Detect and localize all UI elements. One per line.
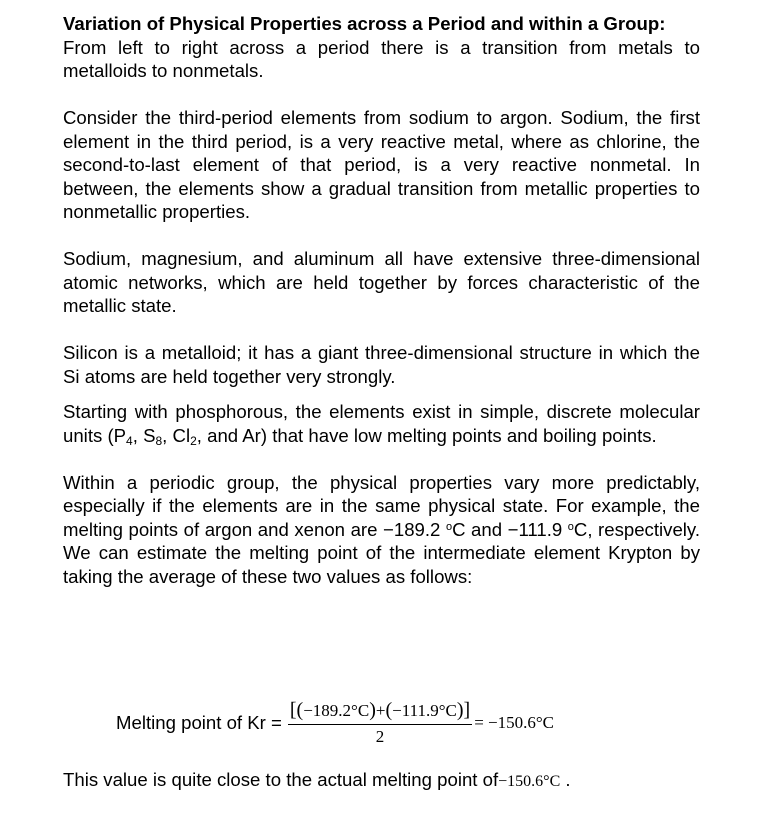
equation-plus: + [375,701,386,720]
degree-symbol: o [567,520,574,533]
text: , [132,424,144,446]
equation-denominator: 2 [375,727,385,746]
paragraph-group-properties [63,471,700,589]
text: , and Ar) that have low melting points and boiling points. [196,424,657,446]
spacer [63,318,700,342]
paragraph-molecular-units [63,400,700,447]
conclusion-value: −150.6°C [498,773,561,790]
paragraph-metallic-networks: Sodium, magnesium, and aluminum all have extensive three-dimensional atomic networks, which are held together by forces characteristic of the metallic state. [63,248,700,316]
equation-fraction [288,699,472,747]
paragraph-third-period: Consider the third-period elements from sodium to argon. Sodium, the first element in the third period, is a very reactive metal, where as chlorine, the second-to-last element of that period, is a very reactive nonmetal. In between, the elements show a gradual transition from metallic properties to nonmetallic properties. [63,107,700,222]
formula-cl2: Cl [172,424,191,446]
formula-s8: S [143,424,156,446]
equation-numerator: [(−189.2°C)+(−111.9°C)] [288,699,472,725]
melting-point-equation [116,699,554,747]
document-body [63,12,700,588]
spacer [63,388,700,400]
subscript: 4 [126,433,133,448]
equation-result: = −150.6°C [474,713,554,732]
subscript: 8 [155,433,163,448]
formula-p4: P [113,424,127,446]
text: C and −111.9 [452,518,568,540]
spacer [63,224,700,248]
equation-label: Melting point of Kr = [116,712,282,733]
section-title: Variation of Physical Properties across a Period and within a Group: [63,13,666,34]
text: Starting with phosphorous, the elements exist in simple, discrete molecular units ( [63,401,700,446]
text: Within a periodic group, the physical properties vary more predictably, especially if the elements are in the same physical state. For example, the melting points of argon and xenon are −189.2 [63,471,700,540]
equation-term-xenon: −111.9°C [392,701,457,720]
conclusion-period: . [560,769,571,790]
degree-symbol: o [445,520,453,533]
text: C, respectively. We can estimate the melting point of the intermediate element Krypton by taking the average of these two values as follows: [63,518,701,587]
conclusion-text: This value is quite close to the actual melting point of [63,769,499,790]
paragraph-silicon: Silicon is a metalloid; it has a giant three-dimensional structure in which the Si atoms are held together very strongly. [63,342,700,387]
spacer [63,447,700,471]
paragraph-period-transition: From left to right across a period there is a transition from metals to metalloids to nonmetals. [63,36,700,81]
equation-term-argon: −189.2°C [303,701,370,720]
conclusion-sentence [63,769,571,791]
text: , [162,424,173,446]
spacer [63,83,700,107]
subscript: 2 [190,433,197,448]
